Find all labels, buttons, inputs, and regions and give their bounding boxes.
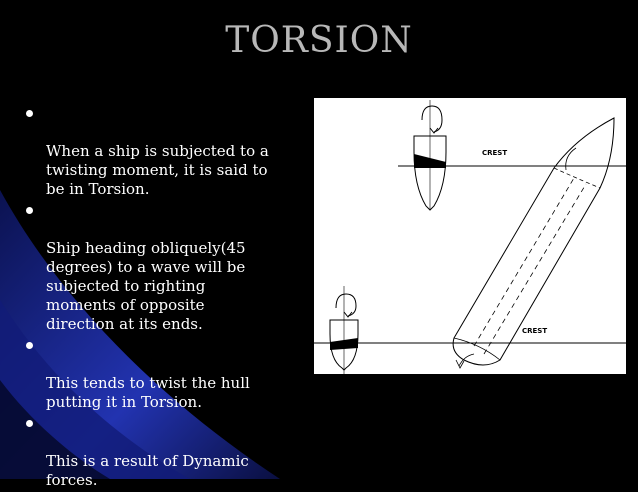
bullet-text: This is a result of Dynamic forces.: [46, 452, 249, 489]
bullet-dot-icon: [26, 342, 33, 349]
torsion-diagram-svg: [314, 98, 626, 374]
bullet-text: Ship heading obliquely(45 degrees) to a wave will be subjected to righting moments of opposite direction at its ends.: [46, 239, 246, 333]
bullet-item-twisting: [22, 104, 307, 199]
bullet-text: This tends to twist the hull putting it in Torsion.: [46, 374, 250, 411]
bow-section-icon: [414, 100, 446, 210]
bullet-text: When a ship is subjected to a twisting moment, it is said to be in Torsion.: [46, 142, 269, 198]
bullet-dot-icon: [26, 207, 33, 214]
bullet-item-twist-hull: [22, 336, 307, 412]
bullet-item-oblique-heading: [22, 201, 307, 334]
bullet-list: [22, 104, 307, 492]
crest-label-top: CREST: [482, 149, 508, 157]
bullet-dot-icon: [26, 110, 33, 117]
crest-label-bottom: CREST: [522, 327, 548, 335]
slide-title: TORSION: [225, 20, 413, 61]
bullet-dot-icon: [26, 420, 33, 427]
stern-section-icon: [330, 286, 358, 374]
torsion-diagram: [314, 98, 626, 374]
